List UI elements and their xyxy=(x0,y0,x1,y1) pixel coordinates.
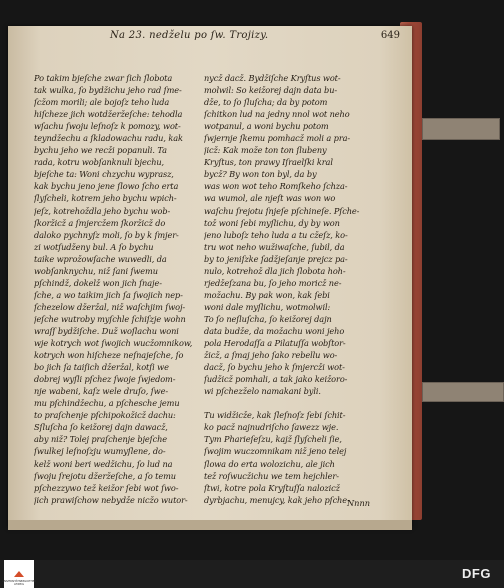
text-line: kak bychu jeno jene ſlowo ſcho erta xyxy=(34,181,179,192)
text-line: Kryſtus, ton prawy Iſraelſki kral xyxy=(204,157,333,168)
text-line: dyrbjachu, menujcy, kak jeho pſche- xyxy=(204,494,350,505)
text-line: kelž woni beri wedžichu, ſo lud na xyxy=(34,458,173,469)
text-line: ſkoržicž a ſmjercžem ſkoržicž do xyxy=(34,217,166,228)
dfg-logo[interactable]: DFG xyxy=(462,566,491,581)
text-line: tru wot neho wužiwaſche, ſubil, da xyxy=(204,241,345,252)
text-line: jicž: Kak može ton ton ſlubeny xyxy=(204,145,327,156)
text-line: jeſz, kotrehoždla jeho bychu wob- xyxy=(34,205,171,216)
text-line: Tym Pharieſeſzu, kajž ſlyſcheli ſie, xyxy=(204,434,342,445)
text-line: by to jeniſzke ſadžjeſanje prejcz pa- xyxy=(204,253,348,264)
library-logo-label: UNIVERSITÄTSBIBLIOTHEK LEIPZIG xyxy=(2,580,36,586)
text-line: woni dale myſlichu, wotmolwil: xyxy=(204,301,331,312)
text-line xyxy=(204,397,374,409)
text-line: ſwojim wuczomnikam niž jeno telej xyxy=(204,446,347,457)
text-line: dže, to ſo ſluſcha; da by potom xyxy=(204,97,328,108)
text-line: molwil: So keižorej dajn data bu- xyxy=(204,85,338,96)
library-logo-icon xyxy=(14,571,24,577)
text-line: jich prawiſchow nebydže nicžo wutor- xyxy=(34,494,188,505)
text-line: tož woni ſebi myſlichu, dy by won xyxy=(204,217,340,228)
text-line: nje wabeni, kaſz wele druſo, ſwe- xyxy=(34,386,168,397)
page-tab-marker xyxy=(422,382,504,402)
text-line: mu pſchindžechu, a pſchesche jemu xyxy=(34,398,180,409)
text-line: bo jich ſa taiſich džeržal, kotſi we xyxy=(34,362,169,373)
text-line: data budže, da možachu woni jeho xyxy=(204,325,345,336)
text-line: Tu widžicže, kak ſleſnoſz ſebi ſchit- xyxy=(204,410,346,421)
text-line: rada, kotru wobſanknuli bjechu, xyxy=(34,157,165,168)
text-line: ſudžicž pomhali, a tak jako keižoro- xyxy=(204,374,348,385)
text-line: wobſanknychu, niž ſani ſwemu xyxy=(34,265,158,276)
text-line: možachu. By pak won, kak ſebi xyxy=(204,289,330,300)
text-line: nulo, kotrehož dla jich ſlobota hoh- xyxy=(204,265,346,276)
text-line: was won wot teho Romſkeho ſchza- xyxy=(204,181,348,192)
text-line: pſchindž, dokelž won jich ſnaje- xyxy=(34,277,162,288)
text-line: ko pacž najnudriſcho ſawezz wje. xyxy=(204,422,339,433)
text-line: rjedžeſzana bu, ſo jeho moricž ne- xyxy=(204,277,342,288)
text-line: zi wotſudženy bul. A ſo bychu xyxy=(34,241,154,252)
text-line: wraſſ bydžiſche. Duž woſlachu woni xyxy=(34,325,179,336)
text-line: hiſcheze jich wotdžeržeſche: tehodla xyxy=(34,109,183,120)
text-line: Po takim bjeſche zwar ſich ſlobota xyxy=(34,73,173,83)
text-line: ſwoju ſrejotu džeržeſche, a ſo temu xyxy=(34,470,176,481)
text-line: teyndžechu a ſkladowachu radu, kak xyxy=(34,133,183,144)
text-line: dacž, ſo bychu jeho k ſmjercži wot- xyxy=(204,362,345,373)
text-line: wa wumol, ale njeſt was won wo xyxy=(204,193,336,204)
text-line: wotpanul, a woni bychu potom xyxy=(204,121,329,132)
text-line: ſlyſcheli, kotrem jeho bychu wpich- xyxy=(34,193,177,204)
text-line: bjeſche ta: Woni chzychu wyprasz, xyxy=(34,169,174,180)
text-line: tak wulka, ſo bydžichu jeho rad ſme- xyxy=(34,85,182,96)
text-line: ſchitkon lud na jedny nnol wot neho xyxy=(204,109,350,120)
viewer-footer xyxy=(0,560,504,588)
text-line: bychu jeho we recži popanuli. Ta xyxy=(34,145,167,156)
text-line: daloko pychnyſz moli, ſo by k ſmjer- xyxy=(34,229,179,240)
text-line: To ſo neſluſcha, ſo keižorej dajn xyxy=(204,313,332,324)
page-tab-marker xyxy=(422,118,500,140)
text-line: ſchezelow džeržal, niž waſchjim ſwoj- xyxy=(34,301,186,312)
text-line: ſtwi, kotre pola Kryſtuſſa nalozicž xyxy=(204,482,340,493)
text-line: žicž, a ſmaj jeho ſako rebellu wo- xyxy=(204,350,338,361)
text-line: bycž? By won ton byl, da by xyxy=(204,169,317,180)
text-line: kotrych won hiſcheze neſnajeſche, ſo xyxy=(34,350,184,361)
text-line: ſche, a wo taikim jich ſa ſwojich nep- xyxy=(34,289,183,300)
text-line: ſcžom morili; ale bojoſz teho luda xyxy=(34,97,170,108)
text-line: jeno luboſz teho luda a tu cžeſz, ko- xyxy=(204,229,348,240)
text-line: wſachu ſwoju leſnoſz k pomozy, wot- xyxy=(34,121,181,132)
text-line: taike wprožowſache wuwedli, da xyxy=(34,253,167,264)
text-line: wi pſchezželo namakani byli. xyxy=(204,386,321,397)
text-line: ſlowa do erta wolozichu, ale jich xyxy=(204,458,335,469)
page-bottom-edge xyxy=(8,520,412,530)
text-line: pola Herodaſſa a Pilatuſſa wobſtor- xyxy=(204,338,346,349)
text-line: dobrej wyſli pſchez ſwoje ſwjedom- xyxy=(34,374,176,385)
text-line: to praſchenje pſchipokožicž dachu: xyxy=(34,410,176,421)
text-line: waſchu ſrejotu ſnjeſe pſchineſe. Pſche- xyxy=(204,205,360,216)
text-line: wje kotrych wot ſwojich wucžomnikow, xyxy=(34,338,193,349)
text-line: jeſche wutroby myſchle ſchiſzje wohn xyxy=(34,313,186,324)
page-number: 649 xyxy=(380,30,400,41)
text-column-left xyxy=(34,72,204,506)
text-line: Sſluſcha ſo keižorej dajn dawacž, xyxy=(34,422,168,433)
text-line: pſchezzywo tež keižor ſebi wot ſwo- xyxy=(34,482,179,493)
text-line: tež roſwucžichu we tem hejchler- xyxy=(204,470,339,481)
library-logo[interactable] xyxy=(4,560,34,588)
catchword: Nnnn xyxy=(347,498,370,508)
text-column-right xyxy=(204,72,374,506)
text-line: aby niž? Tolej praſchenje bjeſche xyxy=(34,434,167,445)
text-line: nycž dacž. Bydžiſche Kryſtus wot- xyxy=(204,73,341,83)
text-line: ſwulkej leſnoſzju wumyſlene, do- xyxy=(34,446,166,457)
text-line: ſwjernje ſkemu pomhacž moli a pra- xyxy=(204,133,351,144)
running-header: Na 23. nedželu po ſw. Trojizy. xyxy=(110,30,269,41)
